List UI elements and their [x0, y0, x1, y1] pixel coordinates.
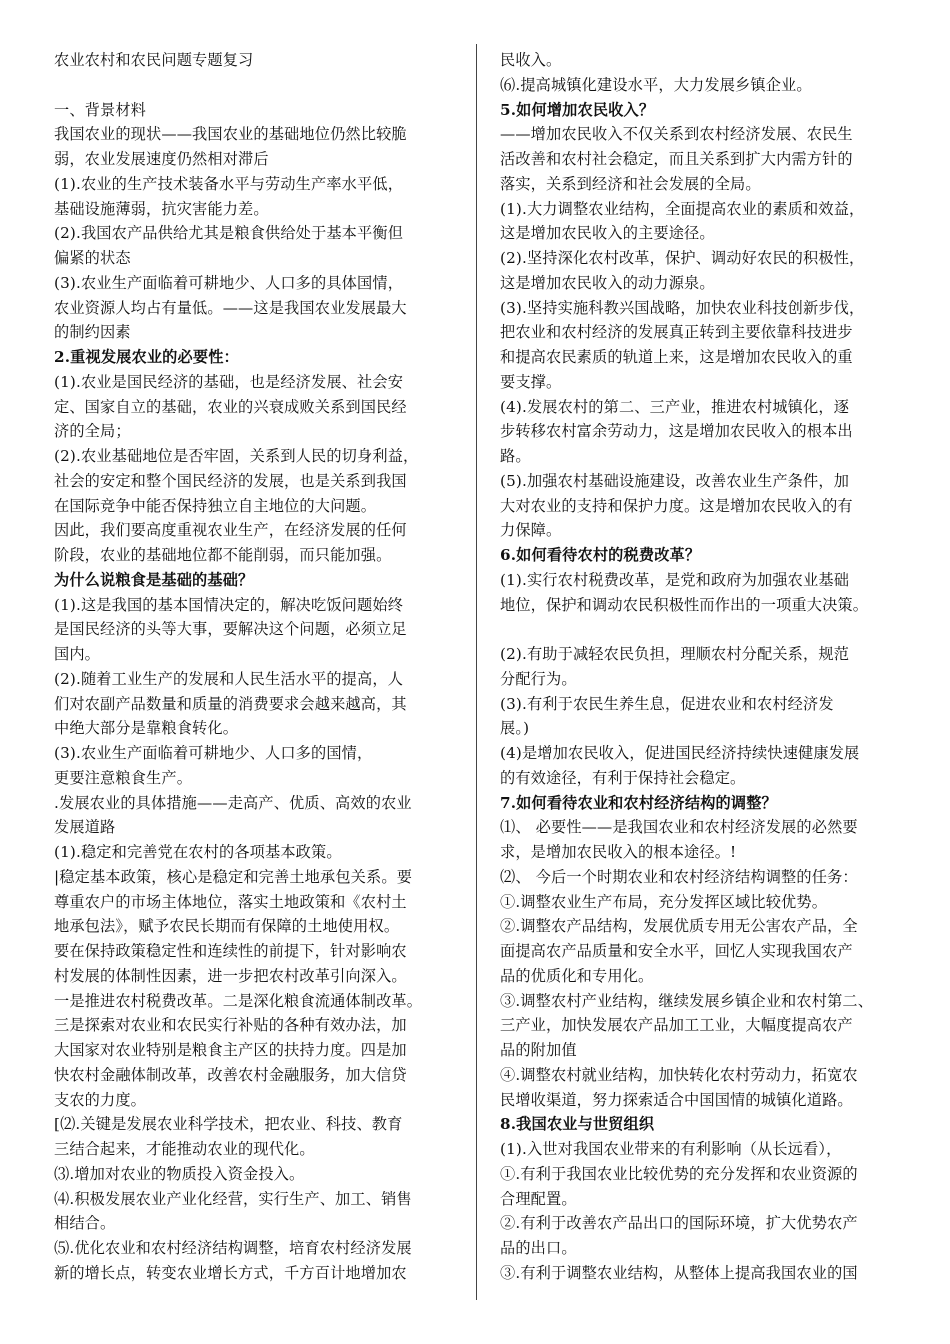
text-line: 活改善和农村社会稳定，而且关系到扩大内需方针的 — [500, 150, 853, 168]
text-line: 济的全局； — [54, 422, 131, 441]
text-line: 定、国家自立的基础，农业的兴衰成败关系到国民经 — [54, 397, 407, 416]
text-line: (5).加强农村基础设施建设，改善农业生产条件，加 — [500, 471, 850, 490]
text-line: 三产业，加快发展农产品加工工业，大幅度提高农产 — [500, 1016, 853, 1035]
text-line: 民增收渠道，努力探索适合中国国情的城镇化道路。 — [500, 1090, 853, 1109]
text-line: 三是探索对农业和农民实行补贴的各种有效办法，加 — [54, 1016, 407, 1035]
section-heading: 8.我国农业与世贸组织 — [500, 1115, 655, 1134]
text-line: ⑹.提高城镇化建设水平，大力发展乡镇企业。 — [500, 75, 812, 94]
right-column — [500, 48, 902, 1286]
text-line: 地承包法》，赋予农民长期而有保障的土地使用权。 — [54, 917, 400, 936]
text-line: 大国家对农业特别是粮食主产区的扶持力度。四是加 — [54, 1041, 407, 1059]
text-line: 三结合起来，才能推动农业的现代化。 — [54, 1140, 315, 1158]
text-line: 国内。 — [54, 645, 101, 663]
text-line: (2).随着工业生产的发展和人民生活水平的提高，人 — [54, 669, 404, 688]
section-heading: 为什么说粮食是基础的基础？ — [54, 570, 254, 589]
text-line: (3).有利于农民生养生息，促进农业和农村经济发 — [500, 694, 834, 713]
text-line: ⑶.增加对农业的物质投入资金投入。 — [54, 1164, 305, 1183]
text-line: 因此，我们要高度重视农业生产，在经济发展的任何 — [54, 521, 407, 540]
text-line: 合理配置。 — [500, 1189, 577, 1208]
text-line: .发展农业的具体措施——走高产、优质、高效的农业 — [54, 793, 412, 812]
text-line: 步转移农村富余劳动力，这是增加农民收入的根本出 — [500, 422, 853, 441]
text-line: (3).农业生产面临着可耕地少、人口多的具体国情， — [54, 273, 404, 292]
text-line: (2).农业基础地位是否牢固，关系到人民的切身利益， — [54, 447, 419, 465]
text-line: ⑸.优化农业和农村经济结构调整，培育农村经济发展 — [54, 1239, 412, 1257]
text-line: 农业资源人均占有量低。——这是我国农业发展最大 — [54, 298, 407, 317]
text-line: (2).有助于减轻农民负担，理顺农村分配关系，规范 — [500, 645, 850, 663]
text-line: 基础设施薄弱，抗灾害能力差。 — [54, 199, 269, 218]
text-line: 们对农副产品数量和质量的消费要求会越来越高，其 — [54, 694, 407, 713]
text-line: 展。) — [500, 719, 530, 738]
text-line: ⑴、 必要性——是我国农业和农村经济发展的必然要 — [500, 818, 858, 837]
text-line: 弱，农业发展速度仍然相对滞后 — [54, 150, 269, 168]
text-line: 村发展的体制性因素，进一步把农村改革引向深入。 — [54, 966, 407, 985]
text-line: (2).我国农产品供给尤其是粮食供给处于基本平衡但 — [54, 224, 404, 243]
text-line: 求，是增加农民收入的根本途径。! — [500, 843, 737, 861]
left-column — [54, 48, 459, 1286]
text-line: 快农村金融体制改革，改善农村金融服务，加大信贷 — [54, 1065, 407, 1084]
text-line — [54, 73, 459, 98]
text-line: ——增加农民收入不仅关系到农村经济发展、农民生 — [500, 125, 853, 144]
text-line: (1).这是我国的基本国情决定的，解决吃饭问题始终 — [54, 595, 404, 614]
text-line: 支农的力度。 — [54, 1090, 147, 1109]
text-line: (1).实行农村税费改革，是党和政府为加强农业基础 — [500, 570, 850, 589]
text-line: (2).坚持深化农村改革，保护、调动好农民的积极性， — [500, 249, 865, 267]
text-line: 要在保持政策稳定性和连续性的前提下，针对影响农 — [54, 942, 407, 960]
text-line: 地位，保护和调动农民积极性而作出的一项重大决策。 — [500, 595, 869, 614]
text-line: 尊重农户的市场主体地位，落实土地政策和《农村土 — [54, 892, 407, 911]
text-line: 品的出口。 — [500, 1239, 577, 1257]
text-line: 面提高农产品质量和安全水平，回忆人实现我国农产 — [500, 942, 853, 960]
text-line: 农业农村和农民问题专题复习 — [54, 51, 254, 69]
text-line: 品的优质化和专用化。 — [500, 966, 654, 985]
text-line: ③.调整农村产业结构，继续发展乡镇企业和农村第二、 — [500, 991, 874, 1010]
text-line: 在国际竞争中能否保持独立自主地位的大问题。 — [54, 496, 377, 515]
text-line: ⑷.积极发展农业产业化经营，实行生产、加工、销售 — [54, 1189, 412, 1208]
text-line: (1).入世对我国农业带来的有利影响（从长远看）， — [500, 1140, 842, 1158]
text-line: 民收入。 — [500, 51, 562, 69]
text-line: 一、背景材料 — [54, 100, 147, 119]
section-heading: 7.如何看待农业和农村经济结构的调整？ — [500, 793, 777, 812]
text-line: 是国民经济的头等大事，要解决这个问题，必须立足 — [54, 620, 407, 639]
column-divider — [476, 44, 477, 1300]
text-line: (1).农业的生产技术装备水平与劳动生产率水平低， — [54, 174, 404, 193]
text-line: ⑵、 今后一个时期农业和农村经济结构调整的任务： — [500, 867, 858, 886]
text-line: 中绝大部分是靠粮食转化。 — [54, 719, 239, 738]
text-line: 社会的安定和整个国民经济的发展，也是关系到我国 — [54, 471, 407, 490]
text-line: 把农业和农村经济的发展真正转到主要依靠科技进步 — [500, 323, 853, 342]
text-line: 发展道路 — [54, 818, 116, 837]
section-heading: 5.如何增加农民收入？ — [500, 100, 655, 119]
text-line: 品的附加值 — [500, 1041, 577, 1059]
text-line: (4).发展农村的第二、三产业，推进农村城镇化，逐 — [500, 397, 850, 416]
text-line: 落实，关系到经济和社会发展的全局。 — [500, 174, 761, 193]
text-line: 分配行为。 — [500, 669, 577, 688]
text-line: 一是推进农村税费改革。二是深化粮食流通体制改革。 — [54, 991, 423, 1010]
text-line: (4)是增加农民收入，促进国民经济持续快速健康发展 — [500, 744, 860, 762]
text-line: 力保障。 — [500, 521, 562, 540]
text-line: (1).稳定和完善党在农村的各项基本政策。 — [54, 843, 342, 861]
text-line: 路。 — [500, 447, 531, 465]
text-line: 要支撑。 — [500, 372, 562, 391]
text-line: 和提高农民素质的轨道上来，这是增加农民收入的重 — [500, 348, 853, 366]
text-line: ③.有利于调整农业结构，从整体上提高我国农业的国 — [500, 1263, 858, 1282]
text-line: ②.有利于改善农产品出口的国际环境，扩大优势农产 — [500, 1214, 858, 1233]
text-line: ①.有利于我国农业比较优势的充分发挥和农业资源的 — [500, 1164, 858, 1183]
text-line: ②.调整农产品结构，发展优质专用无公害农产品，全 — [500, 917, 858, 936]
text-line: (1).农业是国民经济的基础，也是经济发展、社会安 — [54, 372, 404, 391]
text-line: (3).坚持实施科教兴国战略，加快农业科技创新步伐， — [500, 298, 865, 317]
text-line: 偏紧的状态 — [54, 249, 131, 267]
text-line: [⑵.关键是发展农业科学技术，把农业、科技、教育 — [54, 1115, 403, 1134]
text-line: 这是增加农民收入的动力源泉。 — [500, 273, 715, 292]
text-line: ④.调整农村就业结构，加快转化农村劳动力，拓宽农 — [500, 1065, 858, 1084]
text-line: 的有效途径，有利于保持社会稳定。 — [500, 768, 746, 787]
text-line: 相结合。 — [54, 1214, 116, 1233]
text-line: 大对农业的支持和保护力度。这是增加农民收入的有 — [500, 496, 853, 515]
text-line: 的制约因素 — [54, 323, 131, 342]
text-line: 更要注意粮食生产。 — [54, 768, 193, 787]
text-line: (3).农业生产面临着可耕地少、人口多的国情， — [54, 744, 373, 762]
text-line: (1).大力调整农业结构，全面提高农业的素质和效益， — [500, 199, 865, 218]
text-line: 阶段，农业的基础地位都不能削弱，而只能加强。 — [54, 546, 392, 564]
section-heading: 6.如何看待农村的税费改革？ — [500, 546, 701, 564]
text-line: 新的增长点，转变农业增长方式，千方百计地增加农 — [54, 1263, 407, 1282]
text-line: ①.调整农业生产布局，充分发挥区域比较优势。 — [500, 892, 828, 911]
section-heading: 2.重视发展农业的必要性： — [54, 348, 239, 366]
text-line: 我国农业的现状——我国农业的基础地位仍然比较脆 — [54, 125, 407, 144]
text-line: 这是增加农民收入的主要途径。 — [500, 224, 715, 243]
text-line — [500, 617, 902, 642]
text-line: |稳定基本政策，核心是稳定和完善土地承包关系。要 — [54, 867, 413, 886]
